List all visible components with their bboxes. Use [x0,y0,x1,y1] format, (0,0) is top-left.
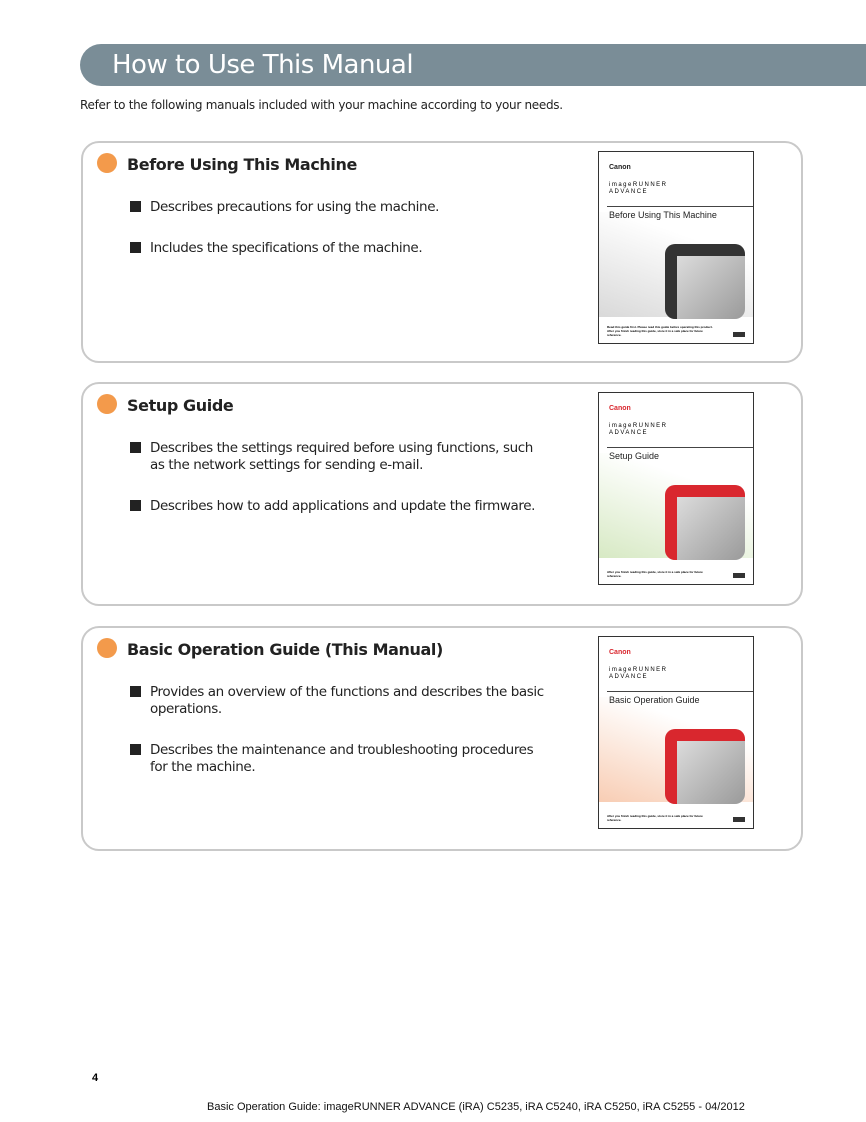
manual-cover-image [598,151,754,344]
manual-title: Basic Operation Guide (This Manual) [127,640,443,659]
cover-title: Basic Operation Guide [609,695,700,705]
canon-logo: Canon [609,649,631,656]
bullet-list [130,684,550,800]
cover-footer-text: After you finish reading this guide, store it in a safe place for future reference. [607,570,703,578]
bullet-text: Describes how to add applications and update the firmware. [150,498,536,514]
bullet-item [130,240,550,257]
bullet-list [130,199,550,281]
bullet-item [130,440,550,474]
section-header-banner [80,44,866,86]
product-logo: imageRUNNER ADVANCE [609,423,668,436]
cover-footer-text: Read this guide first. Please read this guide before operating this product. After you finish reading this guide, store it in a safe place for future reference. [607,325,713,337]
cover-rule [607,206,753,207]
bullet-square-icon [130,201,141,212]
product-logo: imageRUNNER ADVANCE [609,182,668,195]
bullet-item [130,498,550,515]
page-title: How to Use This Manual [112,50,414,80]
manual-cover-image [598,392,754,585]
canon-logo: Canon [609,164,631,171]
bullet-square-icon [130,686,141,697]
manual-card [81,141,803,363]
page-number: 4 [92,1072,99,1084]
orange-dot-icon [97,638,117,658]
bullet-square-icon [130,442,141,453]
bullet-item [130,684,550,718]
bullet-list [130,440,550,539]
bullet-square-icon [130,242,141,253]
cover-footer-text: After you finish reading this guide, store it in a safe place for future reference. [607,814,703,822]
cover-rule [607,447,753,448]
cube-stripe [665,729,745,804]
bullet-text: Describes precautions for using the machine. [150,199,439,215]
cover-rule [607,691,753,692]
bullet-text: Describes the maintenance and troubleshooting procedures for the machine. [150,742,534,775]
manual-cover-image [598,636,754,829]
product-logo: imageRUNNER ADVANCE [609,667,668,680]
bullet-text: Describes the settings required before using functions, such as the network settings for sending e-mail. [150,440,533,473]
cube-stripe [665,244,745,319]
bullet-item [130,742,550,776]
manual-title: Before Using This Machine [127,155,357,174]
cube-stripe [665,485,745,560]
manual-card [81,382,803,606]
orange-dot-icon [97,394,117,414]
manual-card [81,626,803,851]
intro-text: Refer to the following manuals included with your machine according to your needs. [80,98,563,112]
bullet-square-icon [130,744,141,755]
bullet-text: Provides an overview of the functions and describes the basic operations. [150,684,544,717]
canon-logo: Canon [609,405,631,412]
orange-dot-icon [97,153,117,173]
cover-title: Setup Guide [609,451,660,461]
language-code-badge [733,332,745,337]
footer-text: Basic Operation Guide: imageRUNNER ADVANCE (iRA) C5235, iRA C5240, iRA C5250, iRA C5255 - 04/2012 [207,1101,745,1113]
bullet-item [130,199,550,216]
bullet-square-icon [130,500,141,511]
bullet-text: Includes the specifications of the machine. [150,240,423,256]
manual-title: Setup Guide [127,396,234,415]
language-code-badge [733,817,745,822]
language-code-badge [733,573,745,578]
cover-title: Before Using This Machine [609,210,717,220]
